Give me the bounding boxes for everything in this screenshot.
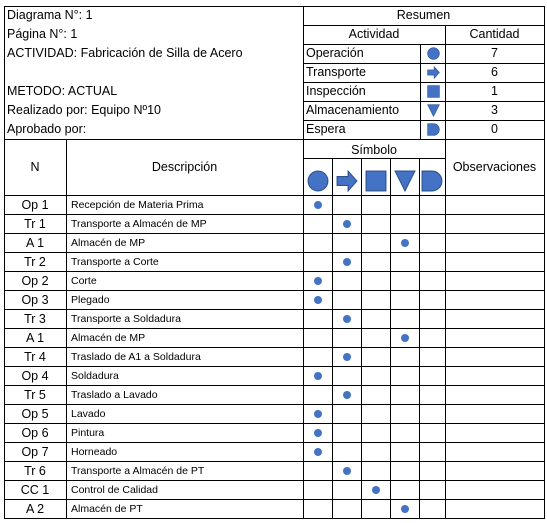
symbol-marker xyxy=(343,391,351,399)
row-step-id: Op 2 xyxy=(21,274,49,288)
square-icon xyxy=(365,170,387,197)
made-by-label: Realizado por: Equipo Nº10 xyxy=(7,103,161,117)
table-row-line xyxy=(4,233,544,234)
row-description: Traslado a Lavado xyxy=(71,389,158,401)
row-description: Transporte a Almacén de MP xyxy=(71,218,207,230)
border-right xyxy=(544,6,545,519)
row-description: Lavado xyxy=(71,408,106,420)
table-row-line xyxy=(4,214,544,215)
row-description: Almacén de PT xyxy=(71,503,143,515)
summary-count-divider xyxy=(445,25,446,139)
summary-count: 6 xyxy=(491,65,498,79)
table-row-line xyxy=(4,328,544,329)
table-row-line xyxy=(4,499,544,500)
row-step-id: Tr 1 xyxy=(24,217,46,231)
observations-divider xyxy=(445,139,446,519)
summary-divider-line xyxy=(303,6,304,519)
table-row-line xyxy=(4,518,544,519)
row-step-id: Op 1 xyxy=(21,198,49,212)
symbol-marker xyxy=(314,448,322,456)
row-description: Recepción de Materia Prima xyxy=(71,199,204,211)
method-label: METODO: ACTUAL xyxy=(7,84,118,98)
circle-icon xyxy=(307,170,329,197)
column-description-header: Descripción xyxy=(151,160,218,174)
table-row-line xyxy=(4,290,544,291)
table-row-line xyxy=(4,423,544,424)
diagram-number: Diagrama N°: 1 xyxy=(7,8,93,22)
symbol-marker xyxy=(314,372,322,380)
page-number: Página N°: 1 xyxy=(7,27,78,41)
summary-activity-header: Actividad xyxy=(348,27,400,41)
summary-icon-divider xyxy=(420,44,421,139)
summary-count: 1 xyxy=(491,84,498,98)
row-step-id: Tr 3 xyxy=(24,312,46,326)
symbol-marker xyxy=(314,296,322,304)
summary-label: Operación xyxy=(306,46,364,60)
summary-count-header: Cantidad xyxy=(469,27,520,41)
row-step-id: CC 1 xyxy=(20,483,50,497)
row-step-id: Op 3 xyxy=(21,293,49,307)
row-description: Almacén de MP xyxy=(71,332,146,344)
symbol-column-line xyxy=(332,158,333,519)
summary-label: Espera xyxy=(306,122,346,136)
symbol-marker xyxy=(372,486,380,494)
table-header-bottom-line xyxy=(4,195,544,196)
summary-label: Transporte xyxy=(306,65,366,79)
summary-count: 3 xyxy=(491,103,498,117)
description-divider xyxy=(66,139,67,519)
row-step-id: Tr 5 xyxy=(24,388,46,402)
table-row-line xyxy=(4,480,544,481)
symbol-marker xyxy=(314,201,322,209)
summary-row-line xyxy=(303,63,544,64)
table-row-line xyxy=(4,366,544,367)
row-description: Horneado xyxy=(71,446,118,458)
summary-row-line xyxy=(303,44,544,45)
row-step-id: A 2 xyxy=(25,502,45,516)
row-step-id: Op 5 xyxy=(21,407,49,421)
symbol-column-line xyxy=(390,158,391,519)
row-description: Plegado xyxy=(71,294,110,306)
summary-label: Almacenamiento xyxy=(306,103,400,117)
row-description: Traslado de A1 a Soldadura xyxy=(71,351,201,363)
table-row-line xyxy=(4,309,544,310)
table-row-line xyxy=(4,404,544,405)
symbol-marker xyxy=(401,239,409,247)
row-step-id: Tr 4 xyxy=(24,350,46,364)
symbol-marker xyxy=(401,505,409,513)
symbol-marker xyxy=(343,220,351,228)
summary-row-line xyxy=(303,25,544,26)
row-step-id: Tr 6 xyxy=(24,464,46,478)
row-step-id: A 1 xyxy=(25,236,45,250)
summary-label: Inspección xyxy=(306,84,366,98)
activity-title: ACTIVIDAD: Fabricación de Silla de Acero xyxy=(7,46,243,60)
approved-by-label: Aprobado por: xyxy=(7,122,87,136)
row-description: Pintura xyxy=(71,427,105,439)
symbol-marker xyxy=(314,410,322,418)
border-left xyxy=(4,6,5,519)
symbol-marker xyxy=(401,334,409,342)
table-row-line xyxy=(4,442,544,443)
column-n-header: N xyxy=(30,160,40,174)
row-description: Almacén de MP xyxy=(71,237,146,249)
triangle-down-icon xyxy=(394,170,416,197)
row-step-id: Op 7 xyxy=(21,445,49,459)
symbol-marker xyxy=(314,429,322,437)
column-observations-header: Observaciones xyxy=(452,160,537,174)
row-step-id: Tr 2 xyxy=(24,255,46,269)
symbol-marker xyxy=(343,315,351,323)
row-description: Transporte a Almacén de PT xyxy=(71,465,205,477)
table-row-line xyxy=(4,347,544,348)
symbol-column-line xyxy=(419,158,420,519)
row-description: Transporte a Corte xyxy=(71,256,159,268)
summary-row-line xyxy=(303,120,544,121)
arrow-right-icon xyxy=(336,170,358,197)
table-row-line xyxy=(4,385,544,386)
row-description: Transporte a Soldadura xyxy=(71,313,181,325)
symbol-column-line xyxy=(361,158,362,519)
header-bottom-line xyxy=(4,139,544,140)
row-step-id: Op 4 xyxy=(21,369,49,383)
symbol-marker xyxy=(343,467,351,475)
table-row-line xyxy=(4,461,544,462)
summary-row-line xyxy=(303,101,544,102)
summary-count: 7 xyxy=(491,46,498,60)
symbol-subheader-line xyxy=(303,158,445,159)
border-top xyxy=(4,6,544,7)
symbol-marker xyxy=(314,277,322,285)
row-description: Control de Calidad xyxy=(71,484,158,496)
table-row-line xyxy=(4,271,544,272)
row-step-id: A 1 xyxy=(25,331,45,345)
column-symbol-header: Símbolo xyxy=(351,143,397,157)
table-row-line xyxy=(4,252,544,253)
symbol-marker xyxy=(343,353,351,361)
summary-count: 0 xyxy=(491,122,498,136)
summary-title: Resumen xyxy=(396,8,451,22)
symbol-marker xyxy=(343,258,351,266)
row-step-id: Op 6 xyxy=(21,426,49,440)
row-description: Corte xyxy=(71,275,97,287)
row-description: Soldadura xyxy=(71,370,119,382)
d-shape-icon xyxy=(421,170,443,197)
summary-row-line xyxy=(303,82,544,83)
